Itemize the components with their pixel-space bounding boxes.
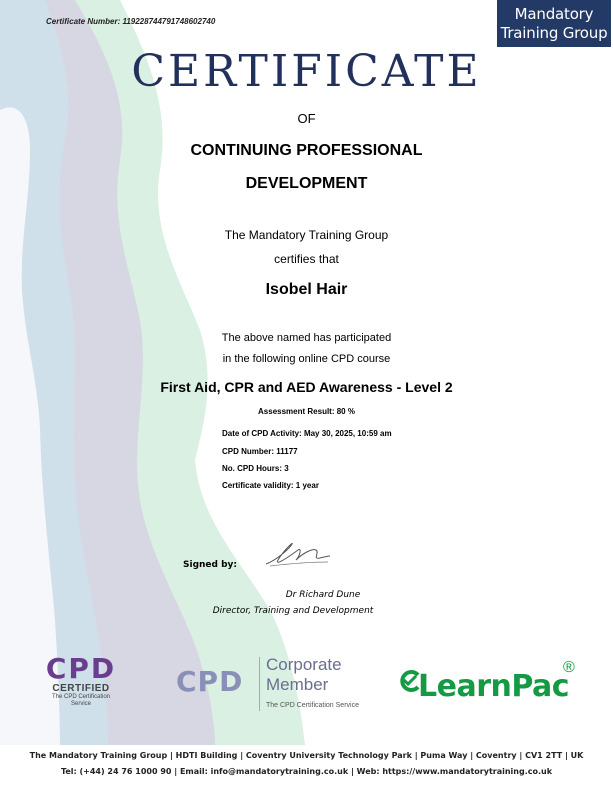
cpd-certified-mark: CPD xyxy=(45,652,117,685)
participation-line-1: The above named has participated xyxy=(221,332,392,344)
cpd-corporate-member-logo xyxy=(176,655,376,715)
cpd-activity-date: Date of CPD Activity: May 30, 2025, 10:59 am xyxy=(222,429,392,438)
cpd-corporate-mark: CPD xyxy=(176,665,244,698)
footer-address: The Mandatory Training Group | HDTI Building | Coventry University Technology Park | Puma Way | Coventry | CV1 2TT | UK xyxy=(29,751,584,760)
signer-role: Director, Training and Development xyxy=(212,606,374,616)
brand-line-2: Training Group xyxy=(500,24,608,42)
issuer-name: The Mandatory Training Group xyxy=(224,228,389,242)
signer-name: Dr Richard Dune xyxy=(285,590,361,600)
assessment-result: Assessment Result: 80 % xyxy=(258,407,355,416)
cpd-certified-logo xyxy=(38,652,124,708)
cpd-certified-word: CERTIFIED xyxy=(52,683,110,694)
certificate-title: CERTIFICATE xyxy=(131,46,482,97)
cpd-certified-service-2: Service xyxy=(70,701,91,707)
cpd-corporate-service: The CPD Certification Service xyxy=(266,702,359,709)
cpd-number: CPD Number: 11177 xyxy=(222,447,298,456)
recipient-name: Isobel Hair xyxy=(265,281,348,298)
cpd-corporate-divider xyxy=(259,657,260,711)
footer-contact: Tel: (+44) 24 76 1000 90 | Email: info@mandatorytraining.co.uk | Web: https://www.mandatorytraining.co.uk xyxy=(60,767,553,776)
subtitle-line-1: CONTINUING PROFESSIONAL xyxy=(190,142,423,159)
learnpac-logo xyxy=(398,659,588,713)
brand-logo xyxy=(497,0,611,47)
cpd-certified-service-1: The CPD Certification xyxy=(51,694,111,700)
title-of: OF xyxy=(297,111,316,126)
certificate-number: Certificate Number: 119228744791748602740 xyxy=(46,17,216,26)
signature-icon xyxy=(262,540,332,570)
learnpac-registered-mark: ® xyxy=(563,659,575,676)
certificate-validity: Certificate validity: 1 year xyxy=(222,481,319,490)
cpd-corporate-line-2: Member xyxy=(266,675,329,694)
subtitle-line-2: DEVELOPMENT xyxy=(245,175,368,192)
course-title: First Aid, CPR and AED Awareness - Level 2 xyxy=(160,379,453,395)
certifies-text: certifies that xyxy=(274,252,339,266)
learnpac-wordmark: LearnPac xyxy=(418,669,570,704)
cpd-corporate-line-1: Corporate xyxy=(266,655,342,674)
brand-line-1: Mandatory xyxy=(514,5,594,23)
participation-line-2: in the following online CPD course xyxy=(222,353,391,365)
signed-by-label: Signed by: xyxy=(183,560,238,570)
cpd-hours: No. CPD Hours: 3 xyxy=(222,464,289,473)
